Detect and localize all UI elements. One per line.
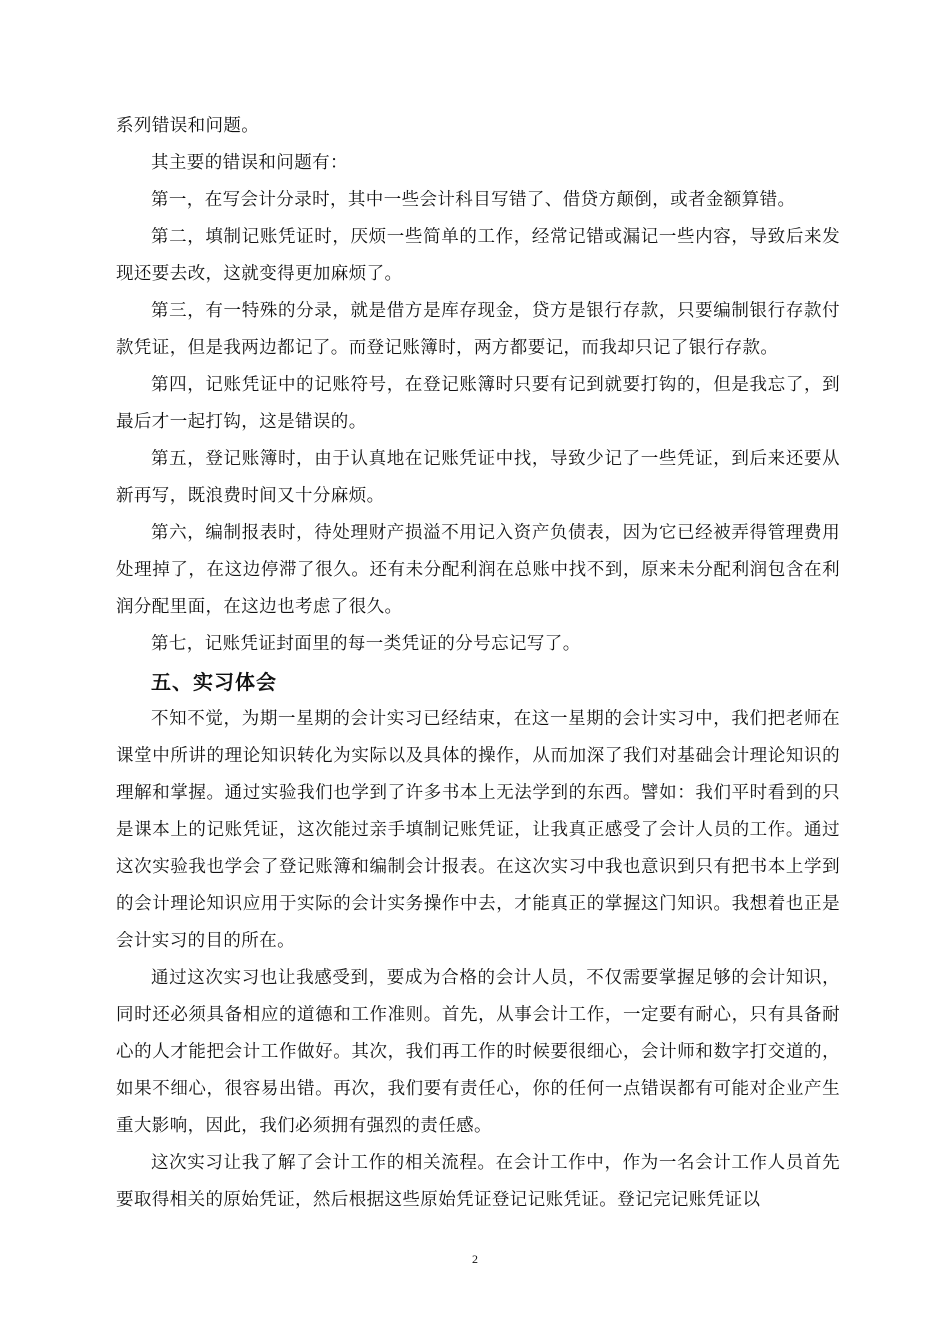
error-list-section — [116, 108, 840, 663]
paragraph: 通过这次实习也让我感受到，要成为合格的会计人员，不仅需要掌握足够的会计知识，同时还必须具备相应的道德和工作准则。首先，从事会计工作，一定要有耐心，只有具备耐心的人才能把会计工作做好。其次，我们再工作的时候要很细心，会计师和数字打交道的，如果不细心，很容易出错。再次，我们要有责任心，你的任何一点错误都有可能对企业产生重大影响，因此，我们必须拥有强烈的责任感。 — [116, 968, 840, 1136]
paragraph: 第五，登记账簿时，由于认真地在记账凭证中找，导致少记了一些凭证，到后来还要从新再写，既浪费时间又十分麻烦。 — [116, 449, 840, 506]
paragraph: 第四，记账凭证中的记账符号，在登记账簿时只要有记到就要打钩的，但是我忘了，到最后才一起打钩，这是错误的。 — [116, 375, 840, 432]
paragraph: 不知不觉，为期一星期的会计实习已经结束，在这一星期的会计实习中，我们把老师在课堂中所讲的理论知识转化为实际以及具体的操作，从而加深了我们对基础会计理论知识的理解和掌握。通过实验我们也学到了许多书本上无法学到的东西。譬如：我们平时看到的只是课本上的记账凭证，这次能过亲手填制记账凭证，让我真正感受了会计人员的工作。通过这次实验我也学会了登记账簿和编制会计报表。在这次实习中我也意识到只有把书本上学到的会计理论知识应用于实际的会计实务操作中去，才能真正的掌握这门知识。我想着也正是会计实习的目的所在。 — [116, 709, 840, 951]
paragraph: 第二，填制记账凭证时，厌烦一些简单的工作，经常记错或漏记一些内容，导致后来发现还要去改，这就变得更加麻烦了。 — [116, 227, 840, 284]
paragraph: 第三，有一特殊的分录，就是借方是库存现金，贷方是银行存款，只要编制银行存款付款凭证，但是我两边都记了。而登记账簿时，两方都要记，而我却只记了银行存款。 — [116, 301, 840, 358]
document-body — [116, 108, 840, 1219]
paragraph: 其主要的错误和问题有： — [151, 153, 348, 173]
paragraph: 这次实习让我了解了会计工作的相关流程。在会计工作中，作为一名会计工作人员首先要取得相关的原始凭证，然后根据这些原始凭证登记记账凭证。登记完记账凭证以 — [116, 1153, 840, 1210]
reflection-section — [116, 701, 840, 1219]
section-heading: 五、实习体会 — [151, 670, 277, 694]
paragraph: 第七，记账凭证封面里的每一类凭证的分号忘记写了。 — [151, 634, 581, 654]
page-number: 2 — [472, 1252, 478, 1266]
paragraph: 系列错误和问题。 — [116, 116, 260, 136]
paragraph: 第一，在写会计分录时，其中一些会计科目写错了、借贷方颠倒，或者金额算错。 — [151, 190, 796, 210]
paragraph: 第六，编制报表时，待处理财产损溢不用记入资产负债表，因为它已经被弄得管理费用处理掉了，在这边停滞了很久。还有未分配利润在总账中找不到，原来未分配利润包含在利润分配里面，在这边也考虑了很久。 — [116, 523, 840, 617]
